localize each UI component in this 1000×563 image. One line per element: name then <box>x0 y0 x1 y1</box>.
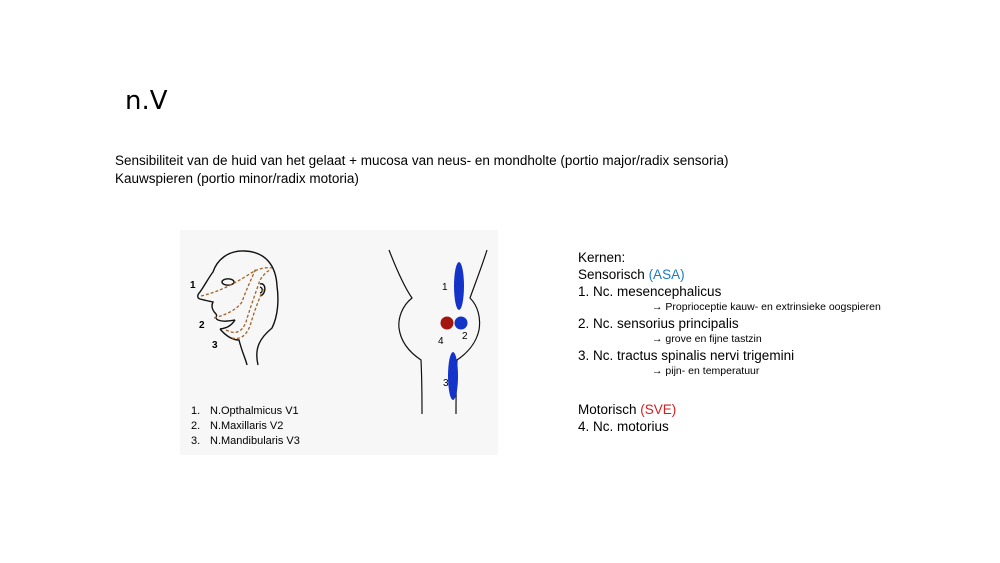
description-line-sensory: Sensibiliteit van de huid van het gelaat + mucosa van neus- en mondholte (portio major/radix sensoria) <box>115 153 729 168</box>
legend-text: N.Mandibularis V3 <box>210 435 300 447</box>
brainstem-label-2: 2 <box>462 331 468 342</box>
sensorisch-heading <box>578 266 881 283</box>
kern-item-3: 3. Nc. tractus spinalis nervi trigemini <box>578 348 795 363</box>
nucleus-tractus-spinalis <box>448 352 458 400</box>
slide-title: n.V <box>125 86 168 116</box>
legend-item <box>191 434 300 449</box>
description-line-motor: Kauwspieren (portio minor/radix motoria) <box>115 171 359 186</box>
kern-item-2-function: → grove en fijne tastzin <box>652 333 762 345</box>
sensorisch-label: Sensorisch <box>578 267 645 282</box>
kern-item-1-function: → Proprioceptie kauw- en extrinsieke oogspieren <box>652 301 881 313</box>
nucleus-sensorius-principalis <box>455 317 468 330</box>
motorisch-label: Motorisch <box>578 402 637 417</box>
kern-item-2: 2. Nc. sensorius principalis <box>578 316 739 331</box>
head-label-2: 2 <box>199 320 205 331</box>
legend-text: N.Maxillaris V2 <box>210 420 284 432</box>
nucleus-mesencephalicus <box>454 262 464 310</box>
sve-tag: (SVE) <box>640 402 677 417</box>
legend-item <box>191 404 300 419</box>
nucleus-motorius <box>441 317 454 330</box>
legend-num: 3. <box>191 435 201 447</box>
legend-num: 2. <box>191 420 201 432</box>
trigeminal-figure <box>180 230 498 455</box>
head-label-3: 3 <box>212 340 218 351</box>
legend-text: N.Opthalmicus V1 <box>210 405 299 417</box>
brainstem-label-4: 4 <box>438 336 444 347</box>
kern-item-4: 4. Nc. motorius <box>578 419 669 434</box>
brainstem-label-3: 3 <box>443 378 449 389</box>
head-label-1: 1 <box>190 280 196 291</box>
kernen-list <box>578 249 881 435</box>
kern-item-3-function: → pijn- en temperatuur <box>652 365 760 377</box>
asa-tag: (ASA) <box>648 267 685 282</box>
motorisch-heading <box>578 401 881 418</box>
kern-item-1: 1. Nc. mesencephalicus <box>578 284 722 299</box>
legend-num: 1. <box>191 405 201 417</box>
nerve-legend <box>191 404 300 449</box>
kernen-heading: Kernen: <box>578 250 626 265</box>
description <box>115 152 728 188</box>
brainstem-label-1: 1 <box>442 282 448 293</box>
legend-item <box>191 419 300 434</box>
